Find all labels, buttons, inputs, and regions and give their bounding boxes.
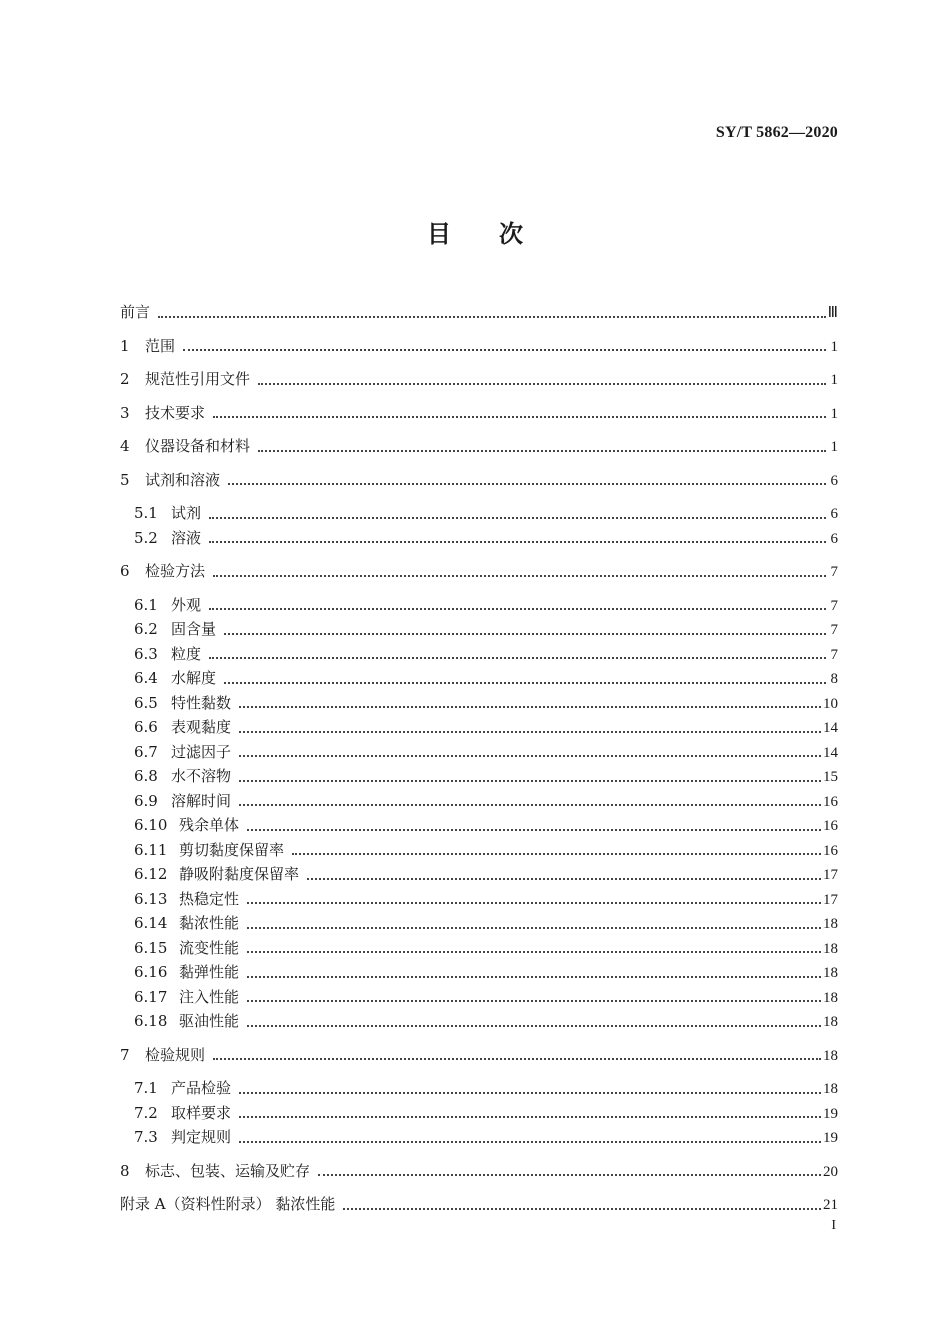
toc-spacer <box>120 459 838 468</box>
toc-entry[interactable] <box>120 911 838 936</box>
toc-entry-number: 2 <box>120 370 130 388</box>
dot-leader <box>247 999 821 1002</box>
toc-entry-page: 18 <box>823 1047 838 1064</box>
toc-entry-number: 7 <box>120 1045 130 1064</box>
toc-entry-page: 14 <box>823 744 838 761</box>
toc-entry-page: 21 <box>823 1197 838 1213</box>
toc-entry-number: 6.9 <box>134 791 158 810</box>
toc-entry-title: 表观黏度 <box>171 718 232 736</box>
toc-entry-page: 18 <box>823 965 838 981</box>
toc-entry-page: 7 <box>830 646 838 663</box>
dot-leader <box>247 950 821 953</box>
toc-entry-number: 7.3 <box>134 1128 158 1146</box>
toc-entry-title: 固含量 <box>171 620 217 638</box>
toc-entry[interactable] <box>120 434 838 459</box>
dot-leader <box>258 382 826 385</box>
dot-leader <box>213 1057 821 1060</box>
dot-leader <box>239 803 821 806</box>
toc-entry-page: 18 <box>823 916 838 932</box>
dot-leader <box>183 348 826 351</box>
toc-entry[interactable] <box>120 1076 838 1101</box>
toc-entry-number: 6.7 <box>134 742 158 761</box>
toc-entry[interactable] <box>120 764 838 789</box>
toc-entry-number: 4 <box>120 437 130 455</box>
toc-entry-number: 6.10 <box>134 816 168 834</box>
dot-leader <box>239 779 821 782</box>
toc-entry-page: 10 <box>823 695 838 712</box>
toc-entry-title: 技术要求 <box>145 403 206 422</box>
table-of-contents <box>120 300 838 1217</box>
toc-entry-number: 7.2 <box>134 1103 158 1122</box>
dot-leader <box>343 1207 821 1210</box>
toc-entry[interactable] <box>120 642 838 667</box>
toc-entry-number: 6.18 <box>134 1012 168 1030</box>
toc-entry-title: 范围 <box>145 336 176 355</box>
toc-entry-title: 溶解时间 <box>171 791 232 810</box>
toc-entry-number: 5.1 <box>134 504 158 522</box>
toc-entry-title: 检验方法 <box>145 562 206 580</box>
dot-leader <box>209 656 826 659</box>
dot-leader <box>247 901 821 904</box>
toc-spacer <box>120 1034 838 1043</box>
toc-entry[interactable] <box>120 691 838 716</box>
toc-entry-page: 16 <box>823 818 838 834</box>
dot-leader <box>318 1173 821 1176</box>
toc-entry-title: 仪器设备和材料 <box>145 437 251 455</box>
toc-entry-title: 驱油性能 <box>179 1012 240 1030</box>
toc-entry[interactable] <box>120 1043 838 1068</box>
toc-entry[interactable] <box>120 666 838 691</box>
dot-leader <box>158 315 826 318</box>
dot-leader <box>224 681 826 684</box>
toc-entry-title: 流变性能 <box>179 938 240 957</box>
toc-entry-page: 1 <box>830 372 838 388</box>
toc-entry-page: 16 <box>823 793 838 810</box>
dot-leader <box>224 632 826 635</box>
toc-entry-title: 静吸附黏度保留率 <box>179 865 300 883</box>
toc-entry-page: 14 <box>823 720 838 736</box>
toc-entry[interactable] <box>120 593 838 618</box>
toc-entry-title: 附录 A（资料性附录） 黏浓性能 <box>120 1195 336 1213</box>
toc-entry[interactable] <box>120 985 838 1010</box>
toc-entry[interactable] <box>120 1192 838 1217</box>
toc-spacer <box>120 392 838 401</box>
toc-entry[interactable] <box>120 813 838 838</box>
dot-leader <box>239 1091 821 1094</box>
toc-entry-title: 水解度 <box>171 669 217 687</box>
toc-entry-number: 6.15 <box>134 938 168 957</box>
toc-entry-number: 7.1 <box>134 1079 158 1097</box>
toc-entry[interactable] <box>120 1159 838 1184</box>
toc-entry[interactable] <box>120 468 838 493</box>
dot-leader <box>258 449 826 452</box>
toc-entry[interactable] <box>120 501 838 526</box>
toc-entry-number: 6.2 <box>134 620 158 638</box>
toc-entry-page: 20 <box>823 1163 838 1180</box>
toc-entry-title: 粒度 <box>171 644 202 663</box>
toc-entry-page: Ⅲ <box>827 305 838 321</box>
toc-entry-page: 19 <box>823 1130 838 1146</box>
toc-entry-title: 试剂 <box>171 504 202 522</box>
standard-code: SY/T 5862—2020 <box>715 124 838 141</box>
toc-entry-number: 5 <box>120 470 130 489</box>
toc-spacer <box>120 584 838 593</box>
toc-entry-title: 注入性能 <box>179 987 240 1006</box>
toc-spacer <box>120 425 838 434</box>
toc-entry[interactable] <box>120 401 838 426</box>
toc-entry[interactable] <box>120 300 838 325</box>
toc-entry-title: 黏弹性能 <box>179 963 240 981</box>
dot-leader <box>247 1024 821 1027</box>
dot-leader <box>209 516 826 519</box>
toc-entry[interactable] <box>120 1009 838 1034</box>
toc-entry[interactable] <box>120 838 838 863</box>
toc-entry[interactable] <box>120 334 838 359</box>
toc-entry-title: 前言 <box>120 303 151 321</box>
toc-entry-title: 热稳定性 <box>179 889 240 908</box>
toc-spacer <box>120 492 838 501</box>
toc-entry-page: 1 <box>830 439 838 455</box>
toc-entry-title: 标志、包装、运输及贮存 <box>145 1161 311 1180</box>
dot-leader <box>239 1140 821 1143</box>
toc-entry[interactable] <box>120 887 838 912</box>
toc-spacer <box>120 358 838 367</box>
toc-entry-title: 残余单体 <box>179 816 240 834</box>
toc-entry-title: 外观 <box>171 595 202 614</box>
toc-entry[interactable] <box>120 617 838 642</box>
toc-entry-page: 6 <box>830 472 838 489</box>
dot-leader <box>239 730 821 733</box>
dot-leader <box>228 482 826 485</box>
dot-leader <box>239 1115 821 1118</box>
toc-entry-page: 15 <box>823 769 838 785</box>
toc-entry-number: 6.16 <box>134 963 168 981</box>
toc-entry-number: 3 <box>120 403 130 422</box>
toc-entry-page: 18 <box>823 940 838 957</box>
toc-entry-title: 判定规则 <box>171 1128 232 1146</box>
toc-entry-title: 产品检验 <box>171 1079 232 1097</box>
page-title: 目次 <box>427 220 571 248</box>
toc-entry-number: 6.6 <box>134 718 158 736</box>
toc-entry-number: 6.3 <box>134 644 158 663</box>
toc-entry-page: 18 <box>823 1014 838 1030</box>
toc-entry[interactable] <box>120 789 838 814</box>
toc-entry-title: 试剂和溶液 <box>145 470 221 489</box>
toc-entry-page: 6 <box>830 506 838 522</box>
toc-spacer <box>120 1183 838 1192</box>
dot-leader <box>239 754 821 757</box>
toc-entry-title: 取样要求 <box>171 1103 232 1122</box>
toc-entry-number: 1 <box>120 336 130 355</box>
toc-entry-title: 特性黏数 <box>171 693 232 712</box>
toc-entry[interactable] <box>120 740 838 765</box>
dot-leader <box>213 574 826 577</box>
toc-entry-number: 6.14 <box>134 914 168 932</box>
toc-entry-title: 剪切黏度保留率 <box>179 840 285 859</box>
toc-entry-title: 水不溶物 <box>171 767 232 785</box>
toc-entry-page: 16 <box>823 842 838 859</box>
toc-entry-number: 6.8 <box>134 767 158 785</box>
toc-entry[interactable] <box>120 715 838 740</box>
toc-entry-page: 17 <box>823 891 838 908</box>
dot-leader <box>213 415 826 418</box>
dot-leader <box>292 852 821 855</box>
toc-entry[interactable] <box>120 1101 838 1126</box>
toc-entry-number: 6.17 <box>134 987 168 1006</box>
toc-entry-page: 7 <box>830 622 838 638</box>
toc-entry-page: 1 <box>830 405 838 422</box>
toc-entry-number: 8 <box>120 1161 130 1180</box>
toc-entry-number: 6.4 <box>134 669 158 687</box>
dot-leader <box>247 975 821 978</box>
toc-entry[interactable] <box>120 559 838 584</box>
toc-entry-number: 6.13 <box>134 889 168 908</box>
dot-leader <box>247 926 821 929</box>
dot-leader <box>209 607 826 610</box>
toc-entry-page: 7 <box>830 564 838 580</box>
toc-entry-title: 过滤因子 <box>171 742 232 761</box>
toc-entry[interactable] <box>120 367 838 392</box>
toc-entry-title: 检验规则 <box>145 1045 206 1064</box>
toc-entry-title: 黏浓性能 <box>179 914 240 932</box>
toc-entry[interactable] <box>120 936 838 961</box>
toc-entry-page: 18 <box>823 1081 838 1097</box>
dot-leader <box>239 705 821 708</box>
toc-entry-page: 8 <box>830 671 838 687</box>
toc-spacer <box>120 1067 838 1076</box>
toc-entry-page: 19 <box>823 1105 838 1122</box>
toc-entry-number: 6 <box>120 562 130 580</box>
toc-entry[interactable] <box>120 526 838 551</box>
page-number: I <box>831 1218 836 1233</box>
toc-entry-number: 6.5 <box>134 693 158 712</box>
toc-entry-page: 7 <box>830 597 838 614</box>
toc-entry-title: 溶液 <box>171 528 202 547</box>
toc-entry-page: 6 <box>830 530 838 547</box>
dot-leader <box>247 828 821 831</box>
toc-entry-page: 18 <box>823 989 838 1006</box>
toc-entry[interactable] <box>120 862 838 887</box>
toc-entry-page: 1 <box>830 338 838 355</box>
toc-entry-number: 6.11 <box>134 840 168 859</box>
toc-spacer <box>120 550 838 559</box>
toc-entry-number: 6.1 <box>134 595 158 614</box>
toc-spacer <box>120 1150 838 1159</box>
toc-entry-number: 6.12 <box>134 865 168 883</box>
toc-entry-page: 17 <box>823 867 838 883</box>
toc-entry-title: 规范性引用文件 <box>145 370 251 388</box>
dot-leader <box>307 877 821 880</box>
dot-leader <box>209 540 826 543</box>
toc-entry[interactable] <box>120 1125 838 1150</box>
toc-entry[interactable] <box>120 960 838 985</box>
toc-entry-number: 5.2 <box>134 528 158 547</box>
toc-spacer <box>120 325 838 334</box>
